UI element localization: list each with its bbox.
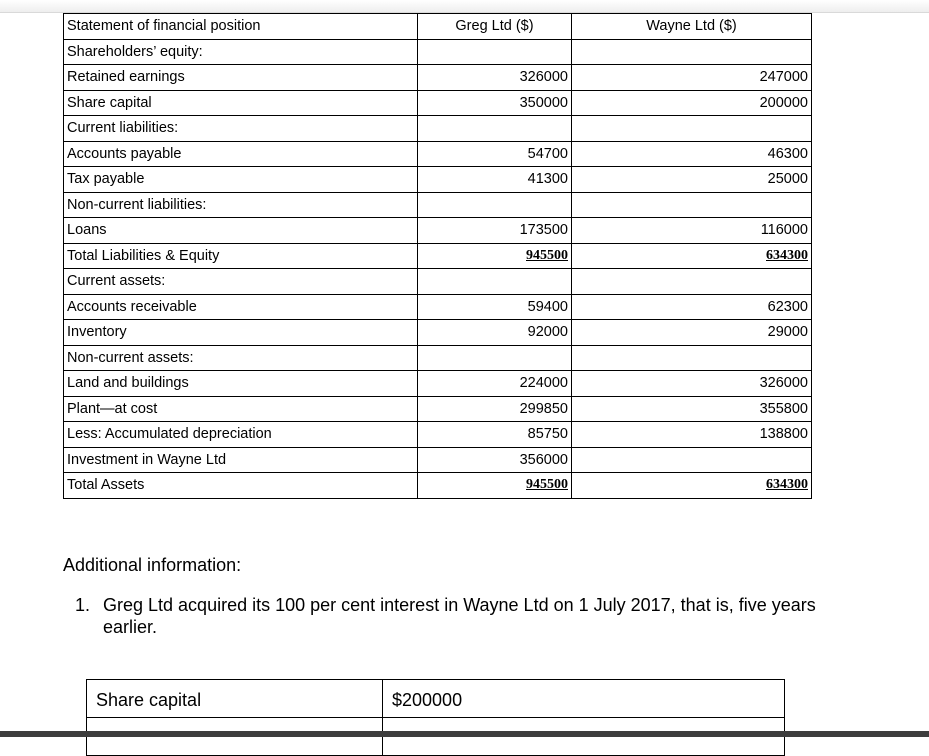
greg-value: 85750 [418,422,572,448]
row-label: Current liabilities: [64,116,418,142]
table-row [64,447,812,473]
row-label: Share capital [64,90,418,116]
table-row [64,167,812,193]
table-header-row [64,14,812,40]
greg-value [418,269,572,295]
greg-value: 59400 [418,294,572,320]
table-row [64,269,812,295]
greg-value: 945500 [418,473,572,499]
greg-value [418,192,572,218]
greg-value: 54700 [418,141,572,167]
wayne-value [572,116,812,142]
additional-info-heading: Additional information: [63,555,242,575]
row-label: Accounts receivable [64,294,418,320]
wayne-value [572,345,812,371]
row-label: Plant—at cost [64,396,418,422]
row-label: Loans [64,218,418,244]
wayne-value: 29000 [572,320,812,346]
row-label: Shareholders’ equity: [64,39,418,65]
row-label: Current assets: [64,269,418,295]
greg-value: 356000 [418,447,572,473]
wayne-value: 200000 [572,90,812,116]
wayne-value: 247000 [572,65,812,91]
share-capital-body [87,680,785,756]
financial-position-table [63,13,812,499]
header-greg: Greg Ltd ($) [418,14,572,40]
table-row [64,473,812,499]
share-capital-table [86,679,785,756]
wayne-value: 326000 [572,371,812,397]
greg-value: 299850 [418,396,572,422]
row-label: Total Assets [64,473,418,499]
wayne-value: 46300 [572,141,812,167]
list-text: Greg Ltd acquired its 100 per cent interest in Wayne Ltd on 1 July 2017, that is, five years earlier. [103,595,816,637]
wayne-value [572,269,812,295]
row-label: Tax payable [64,167,418,193]
wayne-value: 634300 [572,473,812,499]
greg-value [418,39,572,65]
greg-value: 173500 [418,218,572,244]
row-label: Investment in Wayne Ltd [64,447,418,473]
sub-row-value: $200000 [383,680,785,718]
table-row [64,90,812,116]
table-row [64,371,812,397]
greg-value: 92000 [418,320,572,346]
table-row [87,680,785,718]
wayne-value: 116000 [572,218,812,244]
sub-row-label: Share capital [87,680,383,718]
greg-value: 224000 [418,371,572,397]
row-label: Inventory [64,320,418,346]
wayne-value: 634300 [572,243,812,269]
greg-value [418,345,572,371]
wayne-value [572,192,812,218]
table-row [64,320,812,346]
table-row [64,218,812,244]
table-row [64,422,812,448]
wayne-value: 25000 [572,167,812,193]
table-row [64,294,812,320]
row-label: Retained earnings [64,65,418,91]
table-row [64,345,812,371]
wayne-value [572,39,812,65]
table-row [64,39,812,65]
greg-value: 350000 [418,90,572,116]
table-row [64,243,812,269]
greg-value: 945500 [418,243,572,269]
row-label: Total Liabilities & Equity [64,243,418,269]
row-label: Accounts payable [64,141,418,167]
list-marker: 1. [75,595,91,615]
row-label: Land and buildings [64,371,418,397]
table-row [64,141,812,167]
greg-value [418,116,572,142]
wayne-value: 138800 [572,422,812,448]
table-row [64,396,812,422]
row-label: Non-current assets: [64,345,418,371]
table-row [64,192,812,218]
wayne-value: 355800 [572,396,812,422]
window-top-edge [0,0,929,13]
row-label: Non-current liabilities: [64,192,418,218]
list-item [75,594,865,638]
greg-value: 41300 [418,167,572,193]
greg-value: 326000 [418,65,572,91]
header-wayne: Wayne Ltd ($) [572,14,812,40]
table-row [64,65,812,91]
wayne-value [572,447,812,473]
financial-position-body [64,14,812,499]
row-label: Less: Accumulated depreciation [64,422,418,448]
header-label: Statement of financial position [64,14,418,40]
additional-info-list [75,594,865,638]
bottom-bar [0,731,929,737]
wayne-value: 62300 [572,294,812,320]
table-row [64,116,812,142]
